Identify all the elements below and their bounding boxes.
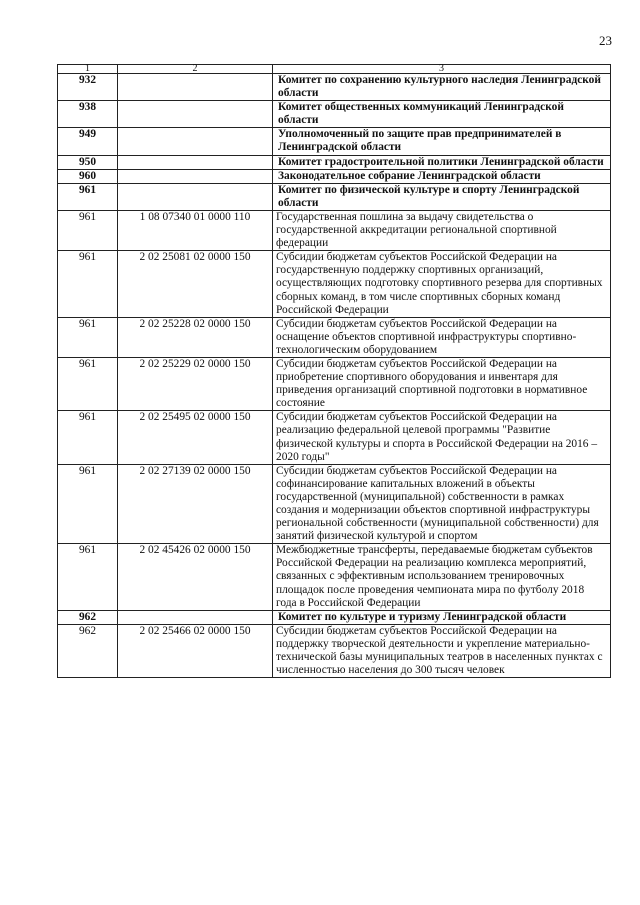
revenue-name-cell: Комитет градостроительной политики Ленинградской области bbox=[273, 155, 611, 169]
revenue-name-cell: Субсидии бюджетам субъектов Российской Федерации на поддержку творческой деятельности и укрепление материально-технической базы муниципальных театров в населенных пунктах с численностью населения до 300 тысяч человек bbox=[273, 624, 611, 677]
revenue-name-cell: Субсидии бюджетам субъектов Российской Федерации на государственную поддержку спортивных организаций, осуществляющих подготовку спортивного резерва для спортивных сборных команд, в том числе спортивных сборных команд Российской Федерации bbox=[273, 251, 611, 317]
admin-code-cell: 961 bbox=[58, 210, 118, 250]
revenue-name-cell: Субсидии бюджетам субъектов Российской Федерации на приобретение спортивного оборудования и инвентаря для приведения организаций спортивной подготовки в нормативное состояние bbox=[273, 357, 611, 410]
column-header-3: 3 bbox=[273, 65, 611, 74]
admin-code-cell: 938 bbox=[58, 101, 118, 128]
revenue-name-cell: Законодательное собрание Ленинградской области bbox=[273, 169, 611, 183]
admin-code-cell: 961 bbox=[58, 183, 118, 210]
table-row bbox=[58, 544, 611, 610]
admin-code-cell: 949 bbox=[58, 128, 118, 155]
table-row-administrator bbox=[58, 101, 611, 128]
budget-codes-table bbox=[57, 64, 611, 678]
revenue-code-cell: 2 02 25495 02 0000 150 bbox=[118, 411, 273, 464]
revenue-name-cell: Комитет общественных коммуникаций Ленинградской области bbox=[273, 101, 611, 128]
page-number: 23 bbox=[599, 33, 612, 48]
revenue-code-cell: 2 02 45426 02 0000 150 bbox=[118, 544, 273, 610]
revenue-code-cell: 2 02 27139 02 0000 150 bbox=[118, 464, 273, 544]
revenue-name-cell: Комитет по физической культуре и спорту Ленинградской области bbox=[273, 183, 611, 210]
revenue-code-cell bbox=[118, 169, 273, 183]
admin-code-cell: 961 bbox=[58, 464, 118, 544]
table-row bbox=[58, 251, 611, 317]
admin-code-cell: 960 bbox=[58, 169, 118, 183]
table-row bbox=[58, 411, 611, 464]
column-header-1: 1 bbox=[58, 65, 118, 74]
table-row-administrator bbox=[58, 183, 611, 210]
revenue-name-cell: Субсидии бюджетам субъектов Российской Федерации на оснащение объектов спортивной инфраструктуры спортивно-технологическим оборудованием bbox=[273, 317, 611, 357]
revenue-code-cell: 2 02 25229 02 0000 150 bbox=[118, 357, 273, 410]
table-row bbox=[58, 210, 611, 250]
table-row bbox=[58, 464, 611, 544]
admin-code-cell: 961 bbox=[58, 411, 118, 464]
revenue-code-cell bbox=[118, 101, 273, 128]
column-number-row bbox=[58, 65, 611, 74]
table-row bbox=[58, 624, 611, 677]
revenue-name-cell: Уполномоченный по защите прав предпринимателей в Ленинградской области bbox=[273, 128, 611, 155]
table-row bbox=[58, 357, 611, 410]
admin-code-cell: 961 bbox=[58, 357, 118, 410]
revenue-name-cell: Субсидии бюджетам субъектов Российской Федерации на софинансирование капитальных вложений в объекты государственной (муниципальной) собственности в рамках создания и модернизации объектов спортивной инфраструктуры региональной собственности (муниципальной собственности) для занятий физической культурой и спортом bbox=[273, 464, 611, 544]
table-row-administrator bbox=[58, 74, 611, 101]
revenue-code-cell: 1 08 07340 01 0000 110 bbox=[118, 210, 273, 250]
revenue-name-cell: Субсидии бюджетам субъектов Российской Федерации на реализацию федеральной целевой программы "Развитие физической культуры и спорта в Российской Федерации на 2016 – 2020 годы" bbox=[273, 411, 611, 464]
revenue-code-cell bbox=[118, 183, 273, 210]
table-row-administrator bbox=[58, 128, 611, 155]
admin-code-cell: 961 bbox=[58, 544, 118, 610]
table-row-administrator bbox=[58, 610, 611, 624]
revenue-code-cell bbox=[118, 155, 273, 169]
revenue-code-cell: 2 02 25228 02 0000 150 bbox=[118, 317, 273, 357]
admin-code-cell: 950 bbox=[58, 155, 118, 169]
revenue-name-cell: Межбюджетные трансферты, передаваемые бюджетам субъектов Российской Федерации на реализацию комплекса мероприятий, связанных с эффективным использованием тренировочных площадок после проведения чемпионата мира по футболу 2018 года в Российской Федерации bbox=[273, 544, 611, 610]
table-row bbox=[58, 317, 611, 357]
admin-code-cell: 932 bbox=[58, 74, 118, 101]
revenue-code-cell bbox=[118, 128, 273, 155]
revenue-name-cell: Комитет по сохранению культурного наследия Ленинградской области bbox=[273, 74, 611, 101]
table-row-administrator bbox=[58, 169, 611, 183]
revenue-code-cell: 2 02 25466 02 0000 150 bbox=[118, 624, 273, 677]
revenue-code-cell: 2 02 25081 02 0000 150 bbox=[118, 251, 273, 317]
revenue-code-cell bbox=[118, 74, 273, 101]
admin-code-cell: 961 bbox=[58, 251, 118, 317]
revenue-code-cell bbox=[118, 610, 273, 624]
admin-code-cell: 962 bbox=[58, 624, 118, 677]
admin-code-cell: 962 bbox=[58, 610, 118, 624]
column-header-2: 2 bbox=[118, 65, 273, 74]
table-row-administrator bbox=[58, 155, 611, 169]
admin-code-cell: 961 bbox=[58, 317, 118, 357]
revenue-name-cell: Государственная пошлина за выдачу свидетельства о государственной аккредитации региональной спортивной федерации bbox=[273, 210, 611, 250]
revenue-name-cell: Комитет по культуре и туризму Ленинградской области bbox=[273, 610, 611, 624]
